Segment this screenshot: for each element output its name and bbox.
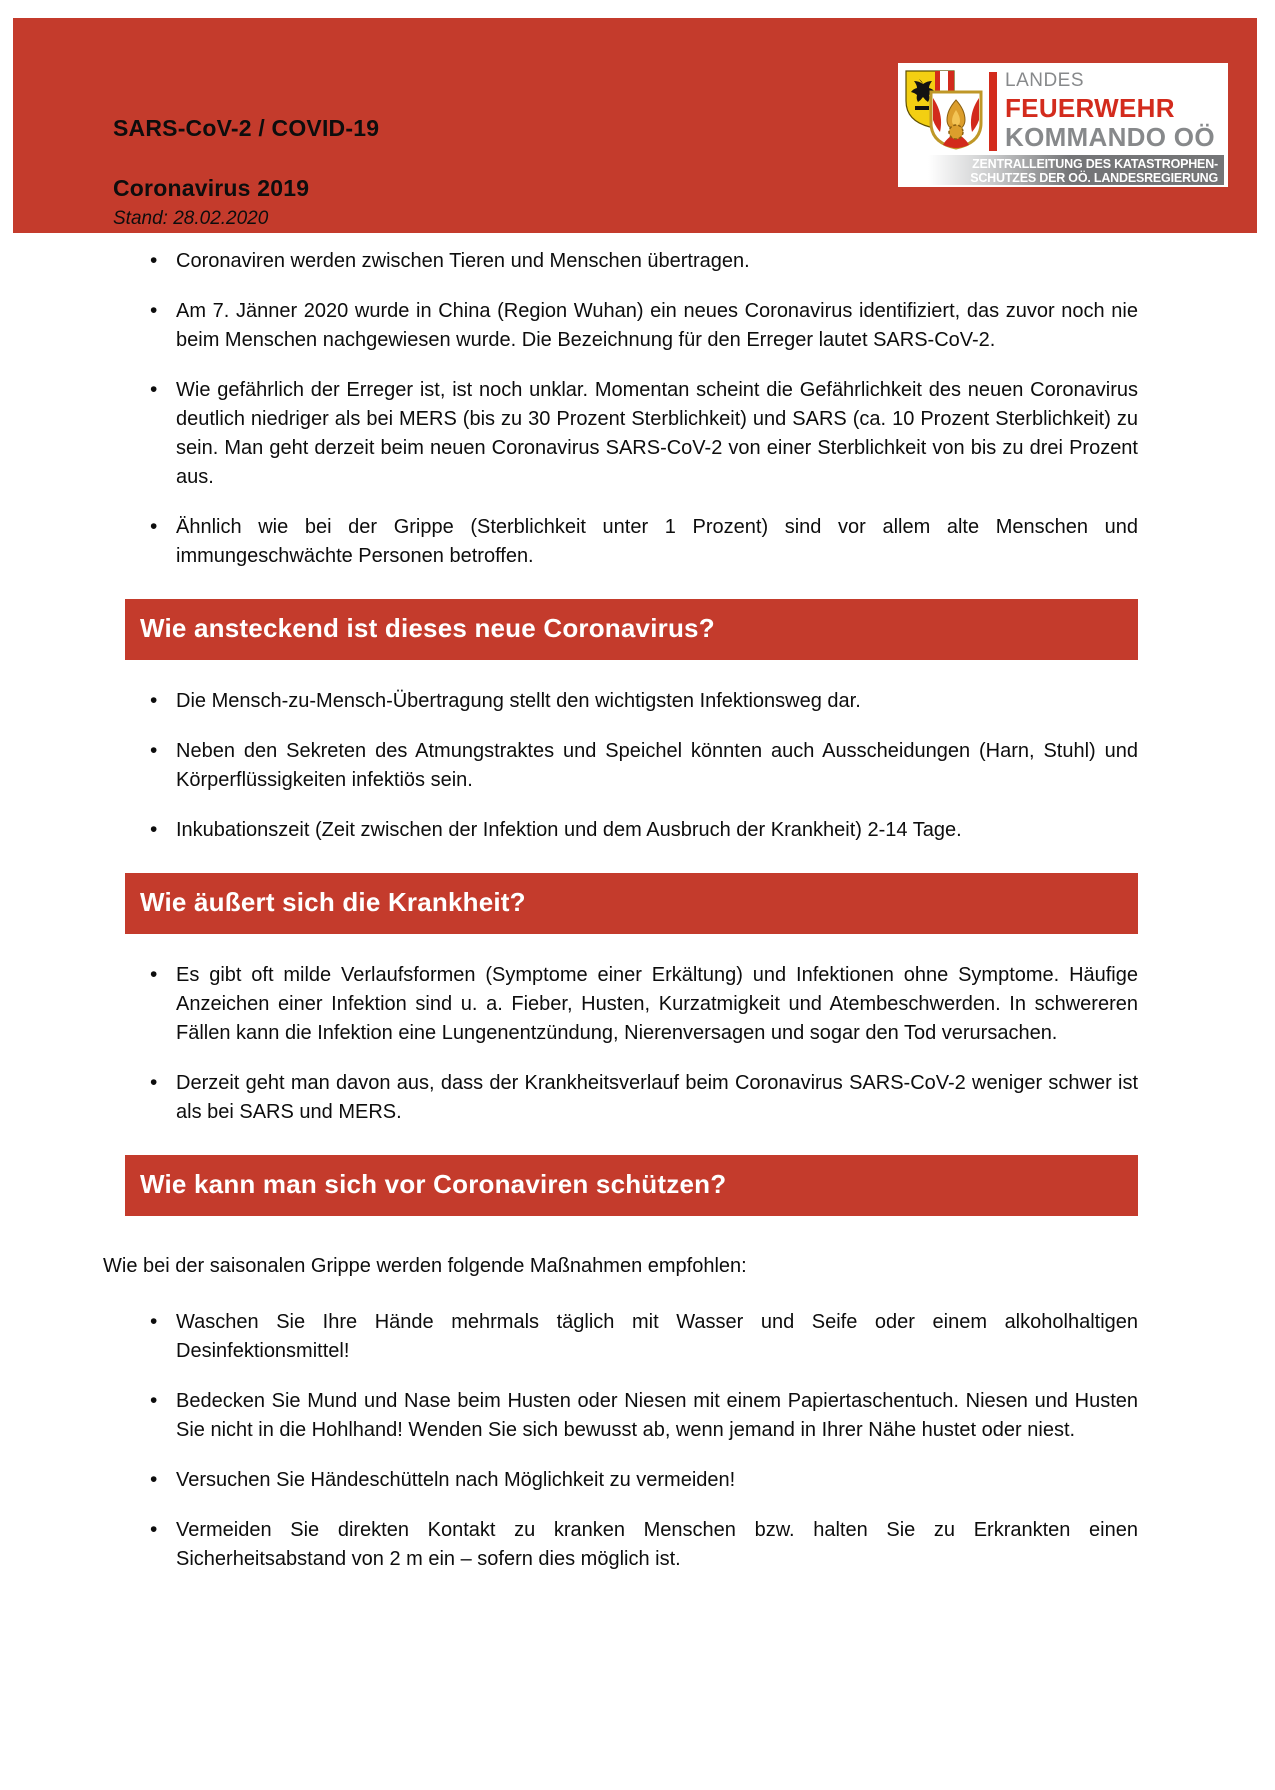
bullet-item: • Bedecken Sie Mund und Nase beim Husten oder Niesen mit einem Papiertaschentuch. Niesen und Husten Sie nicht in die Hohlhand! Wenden Sie sich bewusst ab, wenn jemand in Ihrer Nähe hustet oder niest. xyxy=(103,1387,1138,1445)
bullet-item: • Neben den Sekreten des Atmungstraktes und Speichel könnten auch Ausscheidungen (Harn, Stuhl) und Körperflüssigkeiten infektiös sein. xyxy=(103,737,1138,795)
bullet-item: • Inkubationszeit (Zeit zwischen der Infektion und dem Ausbruch der Krankheit) 2-14 Tage. xyxy=(103,816,1138,845)
logo-line-feuerwehr: FEUERWEHR xyxy=(1005,93,1175,123)
logo-banner-line2: SCHUTZES DER OÖ. LANDESREGIERUNG xyxy=(970,171,1218,185)
document-subtitle: Coronavirus 2019 xyxy=(113,175,310,201)
section-heading-protection xyxy=(125,1155,1138,1216)
section-heading-text: Wie äußert sich die Krankheit? xyxy=(140,887,526,917)
logo-divider xyxy=(989,72,997,151)
bullet-item: • Ähnlich wie bei der Grippe (Sterblichkeit unter 1 Prozent) sind vor allem alte Menschen und immungeschwächte Personen betroffen. xyxy=(103,513,1138,571)
bullet-item: • Wie gefährlich der Erreger ist, ist noch unklar. Momentan scheint die Gefährlichkeit des neuen Coronavirus deutlich niedriger als bei MERS (bis zu 30 Prozent Sterblichkeit) und SARS (ca. 10 Prozent Sterblichkeit) zu sein. Man geht derzeit beim neuen Coronavirus SARS-CoV-2 von einer Sterblichkeit von bis zu drei Prozent aus. xyxy=(103,376,1138,492)
bullet-item: • Die Mensch-zu-Mensch-Übertragung stellt den wichtigsten Infektionsweg dar. xyxy=(103,687,1138,716)
document-date: Stand: 28.02.2020 xyxy=(113,208,269,229)
logo-line-landes: LANDES xyxy=(1005,70,1085,91)
fire-brigade-shield-icon xyxy=(929,90,983,150)
document-title: SARS-CoV-2 / COVID-19 xyxy=(113,115,380,141)
bullet-item: • Versuchen Sie Händeschütteln nach Möglichkeit zu vermeiden! xyxy=(103,1466,1138,1495)
logo-wordmark xyxy=(1005,71,1215,150)
bullet-item: • Am 7. Jänner 2020 wurde in China (Region Wuhan) ein neues Coronavirus identifiziert, das zuvor noch nie beim Menschen nachgewiesen wurde. Die Bezeichnung für den Erreger lautet SARS-CoV-2. xyxy=(103,297,1138,355)
page-header xyxy=(13,18,1257,233)
section-heading-text: Wie ansteckend ist dieses neue Coronavirus? xyxy=(140,613,715,643)
protection-intro-paragraph: Wie bei der saisonalen Grippe werden folgende Maßnahmen empfohlen: xyxy=(103,1255,747,1277)
section-heading-contagiousness xyxy=(125,599,1138,660)
logo-line-kommando: KOMMANDO OÖ xyxy=(1005,122,1215,152)
intro-bullet-list xyxy=(103,247,1138,571)
bullet-item: • Vermeiden Sie direkten Kontakt zu kranken Menschen bzw. halten Sie zu Erkrankten einen Sicherheitsabstand von 2 m ein – sofern dies möglich ist. xyxy=(103,1516,1138,1574)
bullet-item: • Coronaviren werden zwischen Tieren und Menschen übertragen. xyxy=(103,247,1138,276)
bullet-item: • Derzeit geht man davon aus, dass der Krankheitsverlauf beim Coronavirus SARS-CoV-2 weniger schwer ist als bei SARS und MERS. xyxy=(103,1069,1138,1127)
feuerwehr-logo xyxy=(898,63,1228,187)
symptoms-bullet-list xyxy=(103,961,1138,1127)
logo-banner xyxy=(928,155,1224,185)
contagiousness-bullet-list xyxy=(103,687,1138,845)
document-body xyxy=(103,233,1138,1595)
protection-bullet-list xyxy=(103,1308,1138,1574)
bullet-item: • Waschen Sie Ihre Hände mehrmals täglich mit Wasser und Seife oder einem alkoholhaltigen Desinfektionsmittel! xyxy=(103,1308,1138,1366)
logo-banner-line1: ZENTRALLEITUNG DES KATASTROPHEN- xyxy=(972,157,1218,171)
section-heading-symptoms xyxy=(125,873,1138,934)
bullet-item: • Es gibt oft milde Verlaufsformen (Symptome einer Erkältung) und Infektionen ohne Symptome. Häufige Anzeichen einer Infektion sind u. a. Fieber, Husten, Kurzatmigkeit und Atembeschwerden. In schwereren Fällen kann die Infektion eine Lungenentzündung, Nierenversagen und sogar den Tod verursachen. xyxy=(103,961,1138,1048)
section-heading-text: Wie kann man sich vor Coronaviren schützen? xyxy=(140,1169,727,1199)
